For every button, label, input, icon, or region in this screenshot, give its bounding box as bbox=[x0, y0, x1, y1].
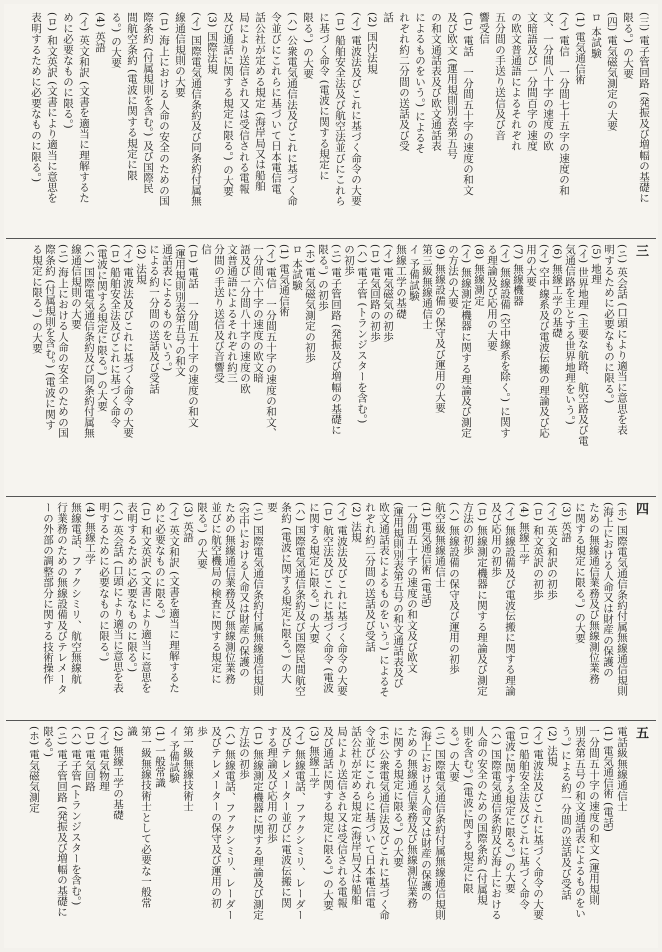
text-column: (ニ) 海上における人命の安全のための国 bbox=[57, 244, 69, 439]
text-column: (ロ) 和文英訳 (文書により適当に意思を bbox=[140, 502, 152, 694]
text-column: 及び応用の初歩 bbox=[490, 502, 502, 577]
text-column: イ 予備試験 bbox=[408, 244, 420, 302]
text-column: ロ 本試験 bbox=[291, 244, 303, 291]
text-column: (3) 国際法規 bbox=[206, 12, 218, 74]
text-column: (ロ) 船舶安全法及び航空法並びにこれら bbox=[334, 12, 346, 207]
text-column: 並びに航空機局の検査に関する規定に bbox=[210, 502, 222, 684]
text-column: (海上における人命又は財産の保護の bbox=[420, 726, 432, 902]
text-column: 一分間六十字の速度の欧文暗 bbox=[252, 244, 264, 384]
text-column: (ハ) 無線電話、ファクシミリ、レーダー bbox=[224, 726, 236, 921]
text-column: 五分間の手送り送信及び音 bbox=[494, 12, 506, 141]
text-column: 通話表によるものをいう。) bbox=[161, 244, 173, 372]
text-column: れぞれ約二分間の送話及び受 bbox=[398, 12, 410, 152]
text-column: イ 予備試験 bbox=[168, 726, 180, 784]
text-column: (イ) 国際電気通信条約及び同条約付属無 bbox=[190, 12, 202, 207]
text-column: る規定に限る。) の大要 bbox=[31, 244, 43, 354]
text-band-2 bbox=[4, 244, 658, 492]
text-column: (ロ) 和文英訳 (文書により適当に意思を bbox=[46, 12, 58, 204]
text-column: 線通信規則の大要 bbox=[174, 12, 186, 98]
band-divider bbox=[6, 720, 656, 721]
text-column: 文暗語及び一分間百字の速度 bbox=[526, 12, 538, 152]
text-column: (イ) 電波法及びこれに基づく命令の大要 bbox=[532, 726, 544, 921]
text-column: に関する規定に限る。) の大要 bbox=[308, 502, 320, 644]
text-column: 及び通話に関する規定に限る。) の大要 bbox=[222, 12, 234, 197]
text-column: (イ) 空中線系及び電波伝搬の理論及び応 bbox=[538, 244, 550, 439]
text-column: (1) 電気通信術 (電話) bbox=[602, 726, 614, 833]
text-column: (ハ) 公衆電気通信法及びこれに基づく命 bbox=[286, 12, 298, 207]
text-column: 限る。) の初歩 bbox=[317, 244, 329, 311]
text-column: (4) 無線工学 bbox=[84, 502, 96, 564]
text-column: (イ) 無線設備及び電波伝搬に関する理論 bbox=[504, 502, 516, 697]
text-column: (イ) 英文和訳 (文書を適当に理解するた bbox=[168, 502, 180, 694]
text-column: (4) 英語 bbox=[94, 12, 106, 53]
text-column: 無線電話、ファクシミリ、航空無線航 bbox=[70, 502, 82, 684]
text-column: (運用規則別表第五号の和文通話表及び bbox=[392, 502, 404, 689]
text-column: 限る。) の大要 bbox=[302, 12, 314, 79]
text-column: (ロ) 海上における人命の安全のための国 bbox=[158, 12, 170, 207]
text-column: 表明するために必要なものに限る。) bbox=[126, 502, 138, 673]
text-column: 則を含む。) (電波に関する規定に限 bbox=[462, 726, 474, 894]
text-column: (2) 法規 bbox=[350, 502, 362, 543]
text-column: 用の大要 bbox=[525, 244, 537, 287]
text-column: 信 bbox=[200, 244, 212, 255]
text-column: (ニ) 国際電気通信条約付属無線通信規則 bbox=[434, 726, 446, 921]
text-column: ための無線通信業務及び無線測位業務 bbox=[224, 502, 236, 684]
text-column: (4) 無線工学 bbox=[518, 502, 530, 564]
text-column: (イ) 英文和訳 (文書を適当に理解するた bbox=[78, 12, 90, 204]
text-column: 方法の初歩 bbox=[462, 502, 474, 556]
text-column: れぞれ約二分間の送話及び受話 bbox=[364, 502, 376, 652]
text-column: に関する規定に限る。) の大要 bbox=[392, 726, 404, 868]
text-column: 歩 bbox=[196, 726, 208, 737]
text-column: (電波に関する規定に限る。) の大要 bbox=[96, 244, 108, 412]
text-column: 話公社が定める規定 (海岸局又は船舶 bbox=[350, 726, 362, 906]
text-column: 話公社が定める規定 (海岸局又は船舶 bbox=[254, 12, 266, 192]
text-column: めに必要なものに限る。) bbox=[62, 12, 74, 129]
text-column: (3) 英語 bbox=[560, 502, 572, 543]
text-band-4 bbox=[4, 726, 658, 944]
text-column: 識 bbox=[126, 726, 138, 737]
text-column: 方法の初歩 bbox=[238, 726, 250, 780]
text-column: (イ) 電信 一分間五十字の速度の和文、 bbox=[265, 244, 277, 439]
text-column: (ホ) 電気磁気測定の初歩 bbox=[304, 244, 316, 364]
text-column: 気通信路を主とする世界地理をいう。) bbox=[564, 244, 576, 425]
text-column: 及び通話に関する規定に限る。) の大要 bbox=[322, 726, 334, 911]
text-column: 令並びにこれらに基づいて日本電信電 bbox=[364, 726, 376, 908]
text-column: (ロ) 電話 一分間五十字の速度の和文 bbox=[462, 12, 474, 196]
text-column: (ハ) 国際電気通信条約及び国際民間航空 bbox=[294, 502, 306, 697]
text-column: 限る。) の大要 bbox=[196, 502, 208, 569]
text-column: 響受信 bbox=[478, 12, 490, 45]
text-column: (イ) 無線測定機器に関する理論及び測定 bbox=[460, 244, 472, 439]
text-column: ための無線通信業務及び無線測位業務 bbox=[588, 502, 600, 684]
band-divider bbox=[6, 238, 656, 239]
text-column: 限る。) bbox=[42, 726, 54, 758]
text-column: (空中における人命又は財産の保護の bbox=[238, 502, 250, 678]
text-column: 語及び一分間八十字の速度の欧 bbox=[239, 244, 251, 394]
text-column: (6) 無線工学の基礎 bbox=[551, 244, 563, 338]
text-column: 条約 (電波に関する規定に限る。) の大 bbox=[280, 502, 292, 684]
text-column: (イ) 無線電話、ファクシミリ、レーダー bbox=[294, 726, 306, 921]
text-column: ための無線通信業務及び無線測位業務 bbox=[406, 726, 418, 908]
text-column: に関する規定に限る。) の大要 bbox=[574, 502, 586, 644]
text-column: 第三級無線通信士 bbox=[421, 244, 433, 330]
text-column: 及び欧文 (運用規則別表第五号 bbox=[446, 12, 458, 159]
text-column: 電話級無線通信士 bbox=[616, 726, 628, 812]
text-column: (ニ) 電子管回路 (発振及び増幅の基礎に bbox=[56, 726, 68, 918]
text-column: (ロ) 電気回路 bbox=[84, 726, 96, 792]
text-column: 別表第五号の和文通話表によるものをい bbox=[574, 726, 586, 919]
text-column: 局により送信され又は受信される電報 bbox=[336, 726, 348, 908]
text-column: (イ) 電波法及びこれに基づく命令の大要 bbox=[336, 502, 348, 697]
text-column: (ハ) 国際電気通信条約及び海上における bbox=[490, 726, 502, 921]
text-column: (2) 法規 bbox=[135, 244, 147, 285]
text-column: (運用規則別表第五号の和文 bbox=[174, 244, 186, 377]
text-column: ロ 本試験 bbox=[590, 12, 602, 59]
text-column: 及びテレメーターの保守及び運用の初 bbox=[210, 726, 222, 908]
section-number: 四 bbox=[633, 502, 648, 515]
text-column: (ロ) 電気回路の初歩 bbox=[369, 244, 381, 342]
text-column: る理論及び応用の大要 bbox=[486, 244, 498, 351]
text-column: (ハ) 国際電気通信条約及び同条約付属無 bbox=[83, 244, 95, 439]
text-column: の和文通話表及び欧文通話表 bbox=[430, 12, 442, 152]
text-column: (ロ) 船舶安全法及びこれに基づく命令 bbox=[518, 726, 530, 910]
text-column: (電波に関する規定に限る。) の大要 bbox=[504, 726, 516, 894]
text-column: 局により送信され又は受信される電報 bbox=[238, 12, 250, 194]
text-column: 線通信規則の大要 bbox=[70, 244, 82, 330]
text-column: (イ) 電波法及びこれに基づく命令の大要 bbox=[350, 12, 362, 207]
text-column: によるものをいう。) によるそ bbox=[414, 12, 426, 154]
text-band-1 bbox=[4, 12, 658, 234]
text-column: (イ) 電気磁気の初歩 bbox=[382, 244, 394, 342]
text-column: (ロ) 電話 一分間五十字の速度の和文 bbox=[187, 244, 199, 428]
text-column: (ハ) 電子管 (トランジスターを含む。) bbox=[356, 244, 368, 424]
text-column: (2) 無線工学の基礎 bbox=[112, 726, 124, 820]
text-column: (ハ) 英会話 (口頭により適当に意思を表 bbox=[112, 502, 124, 694]
text-column: 一分間五十字の速度の和文及び欧文 bbox=[406, 502, 418, 674]
section-number: 三 bbox=[633, 244, 648, 257]
text-column: (イ) 無線設備 (空中線系を除く。) に関す bbox=[499, 244, 511, 438]
text-column: う。) による約一分間の送話及び受話 bbox=[560, 726, 572, 900]
text-column: (1) 電気通信術 (電話) bbox=[420, 502, 432, 609]
text-column: (ホ) 電気磁気測定 bbox=[28, 726, 40, 814]
text-column: 間航空条約 (電波に関する規定に限 bbox=[126, 12, 138, 181]
text-column: 令並びにこれらに基づいて日本電信電 bbox=[270, 12, 282, 194]
text-column: (ニ) 英会話 (口頭により適当に意思を表 bbox=[616, 244, 628, 436]
text-column: (ロ) 和文英訳の初歩 bbox=[532, 502, 544, 600]
text-column: (ハ) 電子管 (トランジスターを含む。) bbox=[70, 726, 82, 906]
text-column: (3) 英語 bbox=[182, 502, 194, 543]
text-column: (ハ) 無線設備の保守及び運用の初歩 bbox=[448, 502, 460, 675]
text-column: 限る。) の大要 bbox=[622, 12, 634, 79]
text-column: (ホ) 公衆電気通信法及びこれに基づく命 bbox=[378, 726, 390, 921]
text-column: 要 bbox=[266, 502, 278, 513]
text-column: (ロ) 無線測定機器に関する理論及び測定 bbox=[476, 502, 488, 697]
text-column: 分間の手送り送信及び音響受 bbox=[213, 244, 225, 384]
text-column: (1) 電気通信術 bbox=[574, 12, 586, 85]
text-column: (ロ) 船舶安全法及びこれに基づく命令 bbox=[109, 244, 121, 428]
text-column: (海上における人命又は財産の保護の bbox=[602, 502, 614, 678]
text-column: 表明するために必要なものに限る。) bbox=[30, 12, 42, 183]
text-column: る。) の大要 bbox=[110, 12, 122, 69]
text-column: ーの外部の調整部分に関する技術操作 bbox=[42, 502, 54, 684]
text-column: (3) 無線工学 bbox=[308, 726, 320, 788]
text-column: (ニ) 電子管回路 (発振及び増幅の基礎に bbox=[330, 244, 342, 436]
text-column: (イ) 電信 一分間七十五字の速度の和 bbox=[558, 12, 570, 196]
text-column: の初歩 bbox=[343, 244, 355, 277]
text-column: の方法の大要 bbox=[447, 244, 459, 309]
text-column: (ロ) 無線測定機器に関する理論及び測定 bbox=[252, 726, 264, 921]
text-column: 文、一分間八十字の速度の欧 bbox=[542, 12, 554, 152]
text-column: 行業務のための無線設備及びテレメータ bbox=[56, 502, 68, 695]
section-number: 五 bbox=[633, 726, 648, 739]
text-column: 無線工学の基礎 bbox=[395, 244, 407, 319]
text-column: 話 bbox=[382, 12, 394, 23]
text-column: (2) 国内法規 bbox=[366, 12, 378, 74]
text-column: 一分間五十字の速度の和文 (運用規則 bbox=[588, 726, 600, 906]
text-column: 第一級無線技術士として必要な一般常 bbox=[140, 726, 152, 908]
text-column: による約一分間の送話及び受話 bbox=[148, 244, 160, 394]
text-column: (ロ) 航空法及びこれに基づく命令 (電波 bbox=[322, 502, 334, 694]
text-column: 際条約 (付属規則を含む。) 及び国際民 bbox=[142, 12, 154, 194]
text-column: (三) 電子管回路 (発振及び増幅の基礎に bbox=[638, 12, 650, 204]
text-column: (1) 一般常識 bbox=[154, 726, 166, 788]
text-column: (ホ) 国際電気通信条約付属無線通信規則 bbox=[616, 502, 628, 697]
text-column: (2) 法規 bbox=[546, 726, 558, 767]
text-column: 第一級無線技術士 bbox=[182, 726, 194, 812]
text-column: 及びテレメーター並びに電波伝搬に関 bbox=[280, 726, 292, 908]
band-divider bbox=[6, 496, 656, 497]
text-column: (イ) 英文和訳の初歩 bbox=[546, 502, 558, 600]
text-column: (イ) 世界地理 (主要な航路、航空路及び電 bbox=[577, 244, 589, 446]
text-column: 明するために必要なものに限る。) bbox=[98, 502, 110, 662]
text-column: (ニ) 国際電気通信条約付属無線通信規則 bbox=[252, 502, 264, 697]
text-column: 明するために必要なものに限る。) bbox=[603, 244, 615, 404]
text-column: 航空級無線通信士 bbox=[434, 502, 446, 588]
text-column: (イ) 電気物理 bbox=[98, 726, 110, 792]
text-column: する理論及び応用の初歩 bbox=[266, 726, 278, 844]
text-column: の欧文普通語によるそれぞれ bbox=[510, 12, 522, 152]
text-column: 人命の安全のための国際条約 (付属規 bbox=[476, 726, 488, 906]
text-column: (5) 地理 bbox=[590, 244, 602, 285]
text-column: (9) 無線設備の保守及び運用の大要 bbox=[434, 244, 446, 413]
text-column: に基づく命令 (電波に関する規定に bbox=[318, 12, 330, 181]
text-column: 際条約 (付属規則を含む。) (電波に関す bbox=[44, 244, 56, 430]
text-band-3 bbox=[4, 502, 658, 716]
text-column: (四) 電気磁気測定の大要 bbox=[606, 12, 618, 132]
text-column: (7) 無線機器 bbox=[512, 244, 524, 306]
text-column: 文普通語によるそれぞれ約三 bbox=[226, 244, 238, 384]
text-column: (1) 電気通信術 bbox=[278, 244, 290, 317]
text-column: めに必要なものに限る。) bbox=[154, 502, 166, 619]
text-column: (イ) 電波法及びこれに基づく命令の大要 bbox=[122, 244, 134, 439]
text-column: る。) の大要 bbox=[448, 726, 460, 783]
text-column: (8) 無線測定 bbox=[473, 244, 485, 306]
text-column: 欧文通話表によるものをいう。) によるそ bbox=[378, 502, 390, 698]
document-page bbox=[4, 4, 658, 948]
